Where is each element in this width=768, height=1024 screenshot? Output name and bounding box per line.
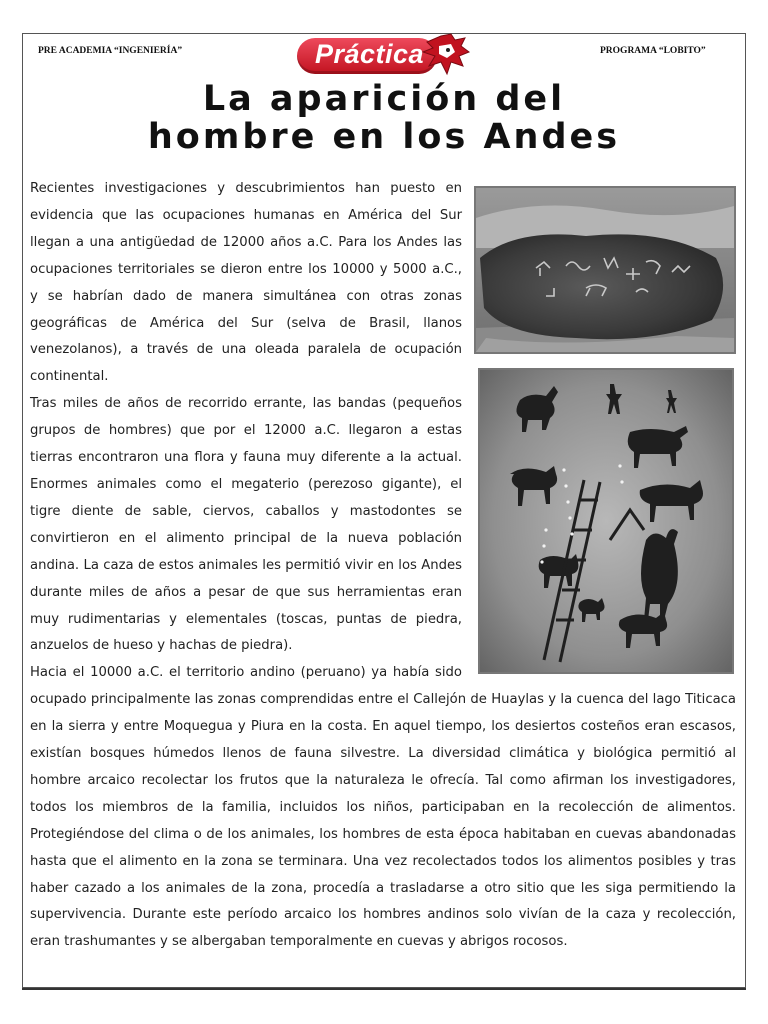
header-right-label: PROGRAMA “LOBITO” [600,46,706,56]
title-line-1: La aparición del [202,79,566,119]
paragraph-2: Tras miles de años de recorrido errante, las bandas (pequeños grupos de hombres) que por el 12000 a.C. llegaron a estas tierras encontraron una flora y fauna muy diferente a la actual. Enormes animales como el megaterio (perezoso gigante), el tigre diente de sable, ciervos, caballos y mastodontes se convirtieron en el alimento principal de la nueva población andina. La caza de estos animales les permitió vivir en los Andes durante miles de años a pesar de que sus herramientas eran muy rudimentarias y elementales (toscas, puntas de piedra, anzuelos de hueso y hachas de piedra). [30,396,462,654]
page-title [22,80,746,156]
badge-label: Práctica [315,39,425,69]
wolf-logo-icon [421,32,473,78]
petroglyph-image-icon [476,188,734,352]
page-bottom-rule [22,988,746,990]
paragraph-3: Hacia el 10000 a.C. el territorio andino (peruano) ya había sido ocupado principalmente las zonas comprendidas entre el Callejón de Huaylas y la cuenca del lago Titicaca en la sierra y entre Moquegua y Piura en la costa. En aquel tiempo, los desiertos costeños eran escasos, existían bosques húmedos llenos de fauna silvestre. La diversidad climática y biológica permitió al hombre arcaico recolectar los frutos que la naturaleza le ofrecía. Tal como afirman los investigadores, todos los miembros de la familia, incluidos los niños, participaban en la recolección de alimentos. Protegiéndose del clima o de los animales, los hombres de esta época habitaban en cuevas abandonadas hasta que el alimento en la zona se terminara. Una vez recolectados todos los alimentos posibles y tras haber cazado a los animales de la zona, procedía a trasladarse a otro sitio que les siga permitiendo la supervivencia. Durante este período arcaico los hombres andinos solo vivían de la caza y recolección, eran trashumantes y se albergaban temporalmente en cuevas y abrigos rocosos. [30,665,736,950]
petroglyph-photo [474,186,736,354]
practica-badge [297,32,473,78]
paragraph-1: Recientes investigaciones y descubrimientos han puesto en evidencia que las ocupaciones humanas en América del Sur llegan a una antigüedad de 12000 años a.C. Para los Andes las ocupaciones territoriales se dieron entre los 10000 y 5000 a.C., y se habrían dado de manera simultánea con otras zonas geográficas de América del Sur (selva de Brasil, llanos venezolanos), a través de una oleada paralela de ocupación continental. [30,181,462,385]
cave-painting-photo [478,368,734,674]
figure-column [472,184,738,666]
article-body [30,176,736,956]
title-line-2: hombre en los Andes [147,117,621,157]
cave-painting-image-icon [480,370,732,672]
header-left-label: PRE ACADEMIA “INGENIERÍA” [38,46,183,56]
